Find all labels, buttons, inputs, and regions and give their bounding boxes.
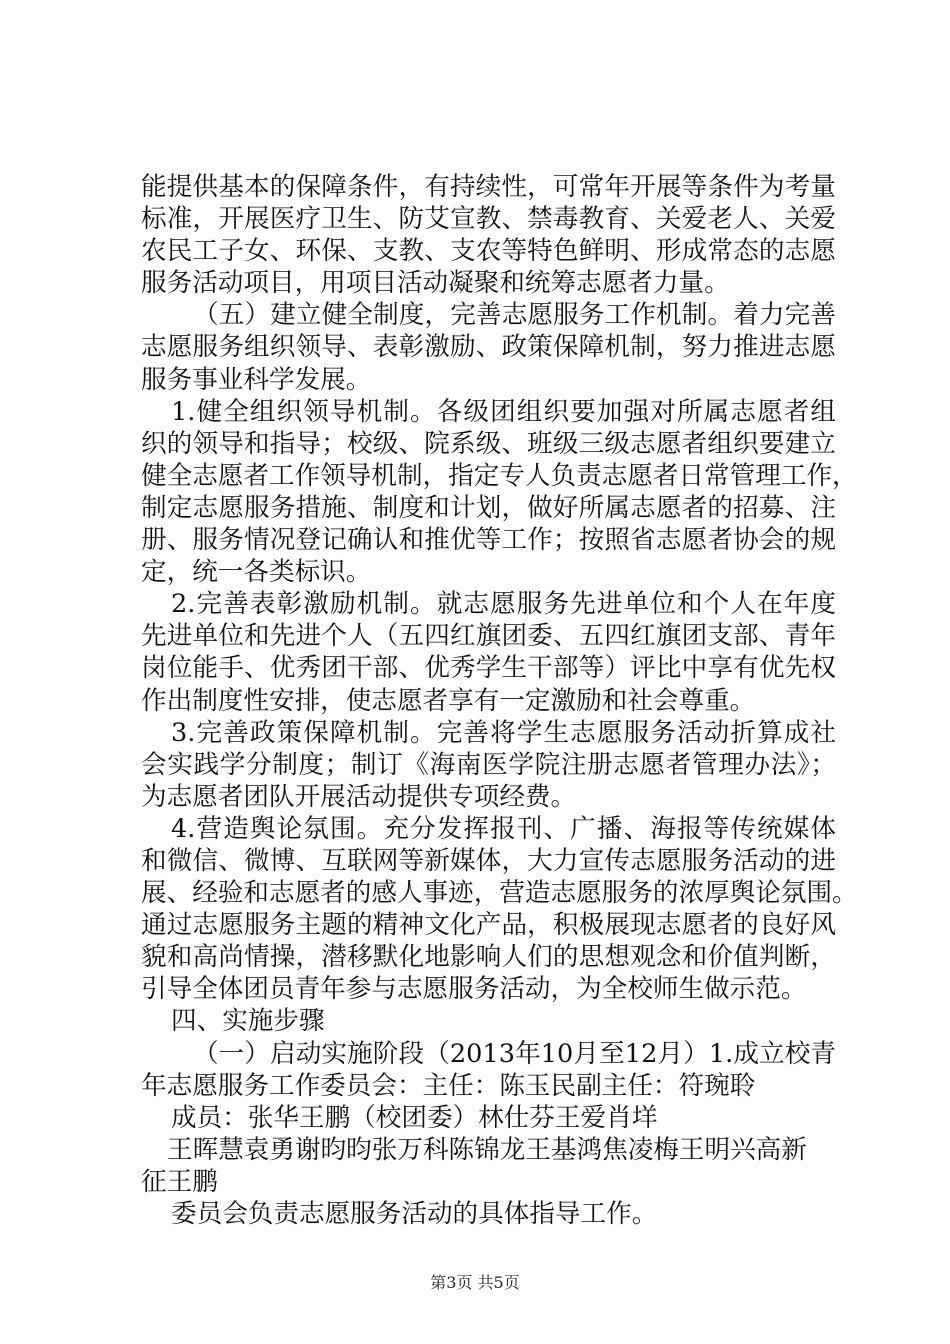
text-line: 年志愿服务工作委员会：主任：陈玉民副主任：符琬聆 — [141, 1070, 756, 1101]
members-line: 征王鹏 — [141, 1166, 218, 1197]
text-line: 通过志愿服务主题的精神文化产品，积极展现志愿者的良好风 — [141, 910, 836, 941]
members-line: 王晖慧袁勇谢昀昀张万科陈锦龙王基鸿焦凌梅王明兴高新 — [167, 1134, 807, 1165]
list-item-4-line: 4.营造舆论氛围。充分发挥报刊、广播、海报等传统媒体 — [171, 813, 836, 844]
text-line: 农民工子女、环保、支教、支农等特色鲜明、形成常态的志愿 — [141, 236, 836, 267]
list-item-3-line: 3.完善政策保障机制。完善将学生志愿服务活动折算成社 — [171, 717, 836, 748]
members-line: 成员：张华王鹏（校团委）林仕芬王爱肖垟 — [171, 1102, 658, 1133]
text-line: 为志愿者团队开展活动提供专项经费。 — [141, 781, 577, 812]
text-line: 制定志愿服务措施、制度和计划，做好所属志愿者的招募、注 — [141, 492, 836, 523]
text-line: 能提供基本的保障条件，有持续性，可常年开展等条件为考量 — [141, 172, 836, 202]
text-line: 作出制度性安排，使志愿者享有一定激励和社会尊重。 — [141, 685, 756, 716]
text-line: 貌和高尚情操，潜移默化地影响人们的思想观念和价值判断， — [141, 942, 836, 973]
body-text — [141, 171, 858, 1230]
page-footer: 第3页 共5页 — [430, 1273, 520, 1292]
text-line: 岗位能手、优秀团干部、优秀学生干部等）评比中享有优先权 — [141, 653, 836, 684]
section-heading-line: （五）建立健全制度，完善志愿服务工作机制。着力完善 — [193, 300, 836, 331]
text-line: 健全志愿者工作领导机制，指定专人负责志愿者日常管理工作， — [141, 460, 858, 491]
text-line: 会实践学分制度；制订《海南医学院注册志愿者管理办法》； — [141, 749, 836, 780]
text-line: 定，统一各类标识。 — [141, 557, 372, 588]
text-line: 志愿服务组织领导、表彰激励、政策保障机制，努力推进志愿 — [141, 332, 836, 363]
text-line: 引导全体团员青年参与志愿服务活动，为全校师生做示范。 — [141, 974, 807, 1005]
text-line: 服务事业科学发展。 — [141, 364, 372, 395]
list-item-1-line: 1.健全组织领导机制。各级团组织要加强对所属志愿者组 — [171, 396, 836, 427]
text-line: 织的领导和指导；校级、院系级、班级三级志愿者组织要建立 — [141, 428, 836, 459]
text-line: 和微信、微博、互联网等新媒体，大力宣传志愿服务活动的进 — [141, 845, 836, 876]
section-heading-4: 四、实施步骤 — [171, 1006, 325, 1037]
text-line: 服务活动项目，用项目活动凝聚和统筹志愿者力量。 — [141, 268, 730, 299]
text-line: 展、经验和志愿者的感人事迹，营造志愿服务的浓厚舆论氛围。 — [141, 878, 858, 909]
text-line: 册、服务情况登记确认和推优等工作；按照省志愿者协会的规 — [141, 525, 836, 556]
text-line: 委员会负责志愿服务活动的具体指导工作。 — [171, 1199, 658, 1229]
text-line: 标准，开展医疗卫生、防艾宣教、禁毒教育、关爱老人、关爱 — [141, 204, 836, 235]
list-item-2-line: 2.完善表彰激励机制。就志愿服务先进单位和个人在年度 — [171, 589, 836, 620]
stage-heading-line: （一）启动实施阶段（2013年10月至12月）1.成立校青 — [193, 1038, 836, 1069]
text-line: 先进单位和先进个人（五四红旗团委、五四红旗团支部、青年 — [141, 621, 836, 652]
